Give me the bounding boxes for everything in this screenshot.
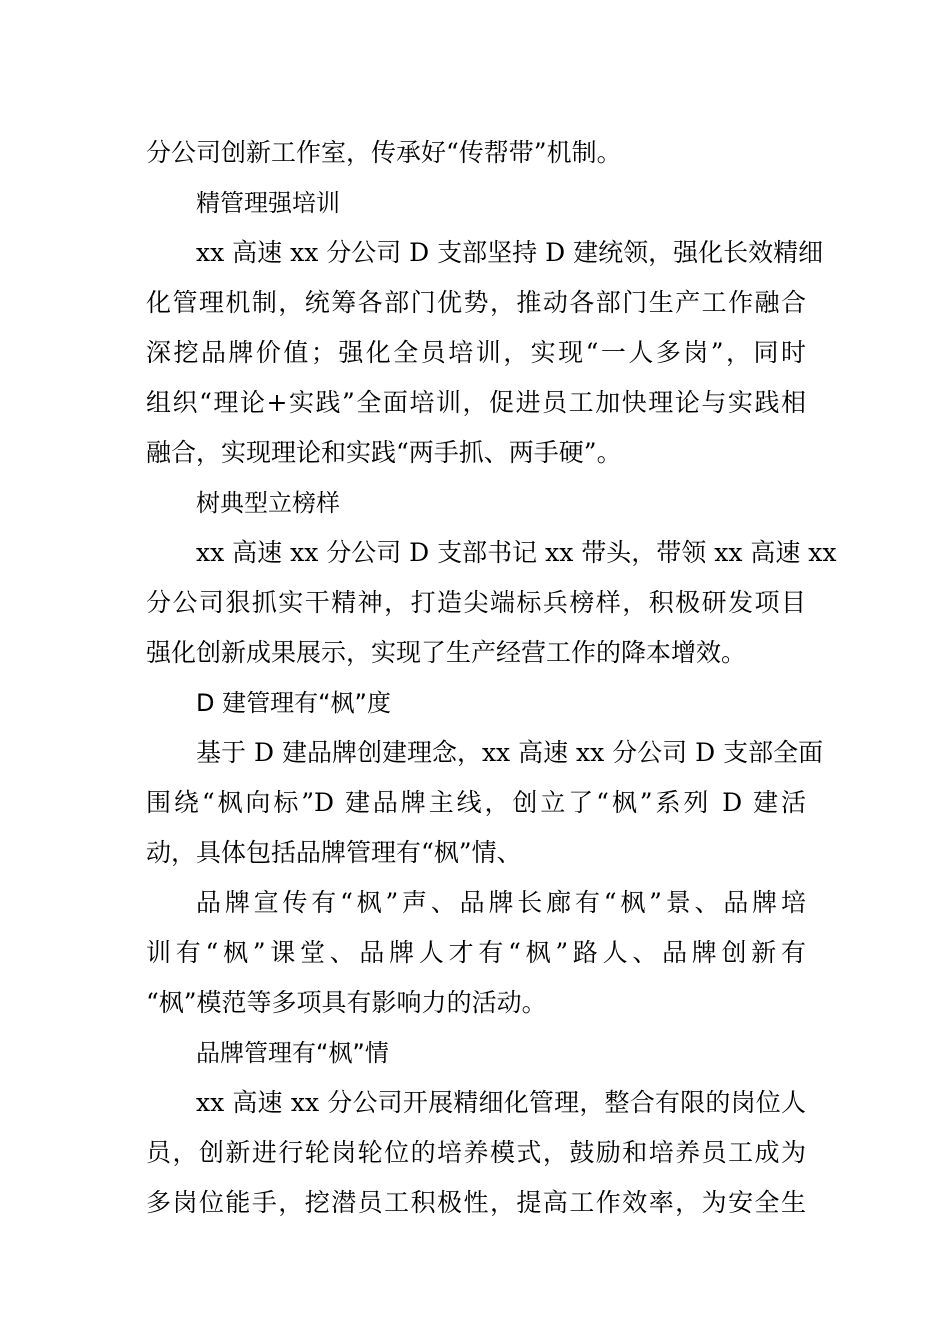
paragraph [146, 728, 824, 878]
document-page [146, 128, 837, 1228]
section-heading: 树典型立榜样 [196, 489, 340, 517]
paragraph [146, 1078, 806, 1228]
section-heading: 品牌管理有“枫”情 [196, 1039, 389, 1067]
text-line: 员，创新进行轮岗轮位的培养模式，鼓励和培养员工成为 [146, 1138, 806, 1167]
text-line: 化管理机制，统筹各部门优势，推动各部门生产工作融合 [146, 288, 806, 317]
text-line: 品牌宣传有“枫”声、品牌长廊有“枫”景、品牌培 [196, 888, 806, 917]
text-line: xx 高速 xx 分公司开展精细化管理，整合有限的岗位人 [196, 1088, 806, 1117]
text-line: 强化创新成果展示，实现了生产经营工作的降本增效。 [146, 638, 747, 667]
paragraph-continuation [146, 128, 806, 178]
text-line: xx 高速 xx 分公司 D 支部坚持 D 建统领，强化长效精细 [196, 238, 824, 267]
paragraph [146, 528, 837, 678]
text-line: xx 高速 xx 分公司 D 支部书记 xx 带头，带领 xx 高速 xx [196, 538, 837, 567]
text-line: 多岗位能手，挖潜员工积极性，提高工作效率，为安全生 [146, 1188, 806, 1217]
text-line: 组织“理论+实践”全面培训，促进员工加快理论与实践相 [146, 388, 806, 417]
text-line: 训有“枫”课堂、品牌人才有“枫”路人、品牌创新有 [146, 938, 806, 967]
text-line: 深挖品牌价值；强化全员培训，实现“一人多岗”，同时 [146, 338, 806, 367]
text-line: 基于 D 建品牌创建理念，xx 高速 xx 分公司 D 支部全面 [196, 738, 824, 767]
section-heading: D 建管理有“枫”度 [196, 689, 391, 717]
text-line: “枫”模范等多项具有影响力的活动。 [146, 988, 547, 1017]
text-line: 围绕“枫向标”D 建品牌主线，创立了“枫”系列 D 建活 [146, 788, 806, 817]
text-line: 分公司创新工作室，传承好“传帮带”机制。 [146, 138, 622, 167]
text-line: 分公司狠抓实干精神，打造尖端标兵榜样，积极研发项目 [146, 588, 806, 617]
paragraph [146, 878, 806, 1028]
paragraph [146, 228, 824, 478]
text-line: 融合，实现理论和实践“两手抓、两手硬”。 [146, 438, 622, 467]
section-heading: 精管理强培训 [196, 189, 340, 217]
text-line: 动，具体包括品牌管理有“枫”情、 [146, 838, 522, 867]
